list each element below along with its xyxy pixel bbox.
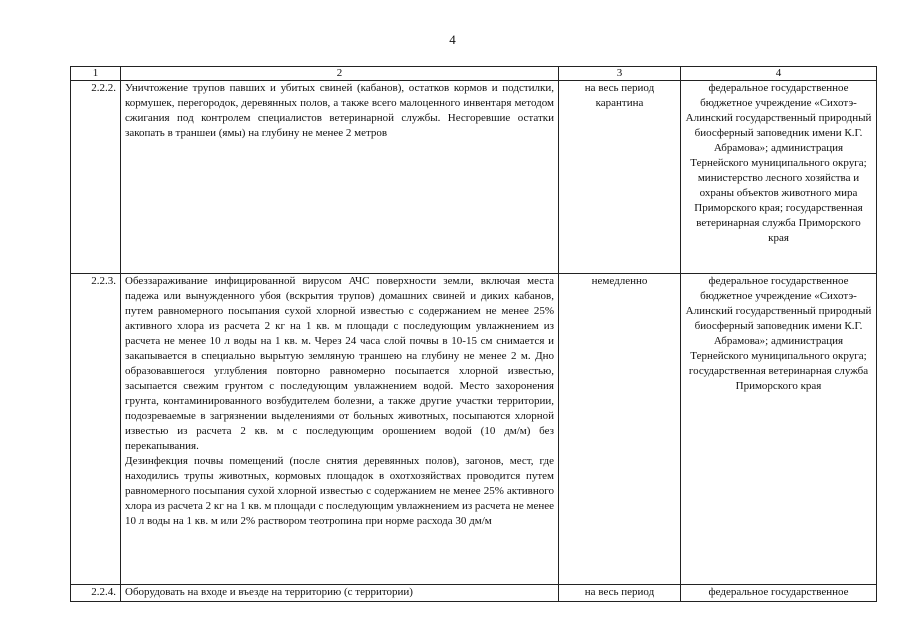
column-header-3: 3 [559,67,681,81]
description-paragraph: Обеззараживание инфицированной вирусом АЧС поверхности земли, включая места падежа или вынужденного убоя (вскрытия трупов) домашних свиней и диких кабанов, путем равномерного посыпания сухой хлорной известью с содержанием не менее 25% активного хлора из расчета 2 кг на 1 кв. м площади с последующим увлажнением из расчета не менее 10 л воды на 1 кв. м. Через 24 часа слой почвы в 10-15 см снимается и закапывается в специально вырытую земляную траншею на глубину не менее 2 м. Дно образовавшегося углубления повторно равномерно посыпается хлорной известью, засыпается свежим грунтом с последующим увлажнением водой. Место захоронения грунта, контаминированного возбудителем болезни, а также другие участки территории, подозреваемые в загрязнении выделениями от больных животных, посыпаются хлорной известью из расчета 2 кв. м с последующим орошением водой (10 дм/м) без перекапывания. [125,275,554,452]
column-header-2: 2 [121,67,559,81]
table-row [71,81,877,274]
measure-description [121,81,559,274]
responsible-parties: федеральное государственное бюджетное учреждение «Сихотэ-Алинский государственный природный биосферный заповедник имени К.Г. Абрамова»; администрация Тернейского муниципального округа; государственная ветеринарная служба Приморского края [681,274,877,585]
table-row [71,585,877,602]
table-row [71,274,877,585]
item-number: 2.2.2. [71,81,121,274]
measure-description [121,274,559,585]
table-header-row [71,67,877,81]
responsible-parties: федеральное государственное бюджетное учреждение «Сихотэ-Алинский государственный природный биосферный заповедник имени К.Г. Абрамова»; администрация Тернейского муниципального округа; министерство лесного хозяйства и охраны объектов животного мира Приморского края; государственная ветеринарная служба Приморского края [681,81,877,274]
responsible-parties: федеральное государственное [681,585,877,602]
item-number: 2.2.3. [71,274,121,585]
measure-term: на весь период [559,585,681,602]
measure-term: на весь период карантина [559,81,681,274]
measure-term: немедленно [559,274,681,585]
column-header-1: 1 [71,67,121,81]
description-paragraph: Оборудовать на входе и въезде на территорию (с территории) [125,586,413,598]
measure-description [121,585,559,602]
description-paragraph: Уничтожение трупов павших и убитых свиней (кабанов), остатков кормов и подстилки, кормушек, перегородок, деревянных полов, а также всего малоценного инвентаря методом сжигания под контролем специалистов ветеринарной службы. Несгоревшие остатки закопать в траншеи (ямы) на глубину не менее 2 метров [125,82,554,139]
column-header-4: 4 [681,67,877,81]
description-paragraph: Дезинфекция почвы помещений (после снятия деревянных полов), загонов, мест, где находились трупы животных, кормовых площадок в охотхозяйствах проводится путем равномерного посыпания сухой хлорной известью с содержанием не менее 25% активного хлора из расчета 2 кг на 1 кв. м площади с последующим увлажнением из расчета не менее 10 л воды на 1 кв. м или 2% раствором теотропина при норме расхода 30 дм/м [125,455,554,527]
page-number: 4 [449,32,456,47]
measures-table [70,66,877,602]
item-number: 2.2.4. [71,585,121,602]
